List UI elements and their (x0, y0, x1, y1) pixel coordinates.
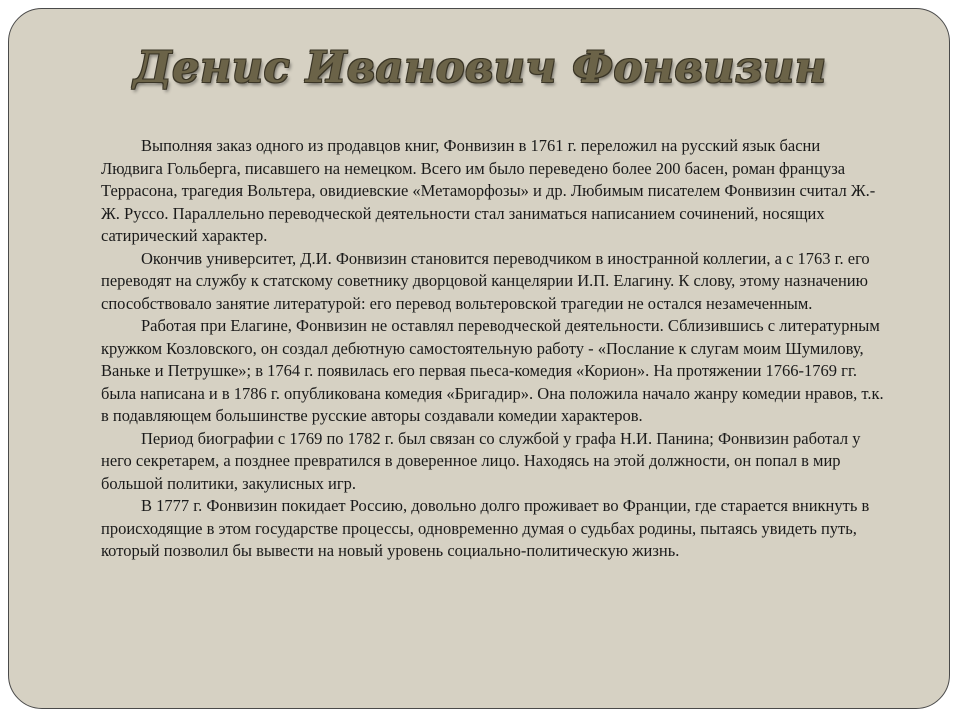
paragraph-france: В 1777 г. Фонвизин покидает Россию, довольно долго проживает во Франции, где старается вникнуть в происходящие в этом государстве процессы, одновременно думая о судьбах родины, пытаясь увидеть путь, который позволил бы вывести на новый уровень социально-политическую жизнь. (101, 496, 870, 560)
slide-title: Денис Иванович Фонвизин (133, 43, 827, 93)
slide-frame (8, 8, 950, 709)
paragraph-elagin: Работая при Елагине, Фонвизин не оставлял переводческой деятельности. Сблизившись с литературным кружком Козловского, он создал дебютную самостоятельную работу - «Послание к слугам моим Шумилову, Ваньке и Петрушке»; в 1764 г. появилась его первая пьеса-комедия «Корион». На протяжении 1766-1769 гг. была написана и в 1786 г. опубликована комедия «Бригадир». Она положила начало жанру комедии нравов, т.к. в подавляющем большинстве русские авторы создавали комедии характеров. (101, 316, 884, 425)
paragraph-panin: Период биографии с 1769 по 1782 г. был связан со службой у графа Н.И. Панина; Фонвизин работал у него секретарем, а позднее превратился в доверенное лицо. Находясь на этой должности, он попал в мир большой политики, закулисных игр. (101, 428, 861, 493)
paragraph-translations: Выполняя заказ одного из продавцов книг, Фонвизин в 1761 г. переложил на русский язык басни Людвига Гольберга, писавшего на немецком. Всего им было переведено более 200 басен, роман француза Террасона, трагедия Вольтера, овидиевские «Метаморфозы» и др. Любимым писателем Фонвизин считал Ж.-Ж. Руссо. Параллельно переводческой деятельности стал заниматься написанием сочинений, носящих сатирический характер. (101, 136, 876, 245)
slide-body (101, 135, 885, 563)
paragraph-university: Окончив университет, Д.И. Фонвизин становится переводчиком в иностранной коллегии, а с 1763 г. его переводят на службу к статскому советнику дворцовой канцелярии И.П. Елагину. К слову, этому назначению способствовало занятие литературой: его перевод вольтеровской трагедии не остался незамеченным. (101, 248, 870, 313)
